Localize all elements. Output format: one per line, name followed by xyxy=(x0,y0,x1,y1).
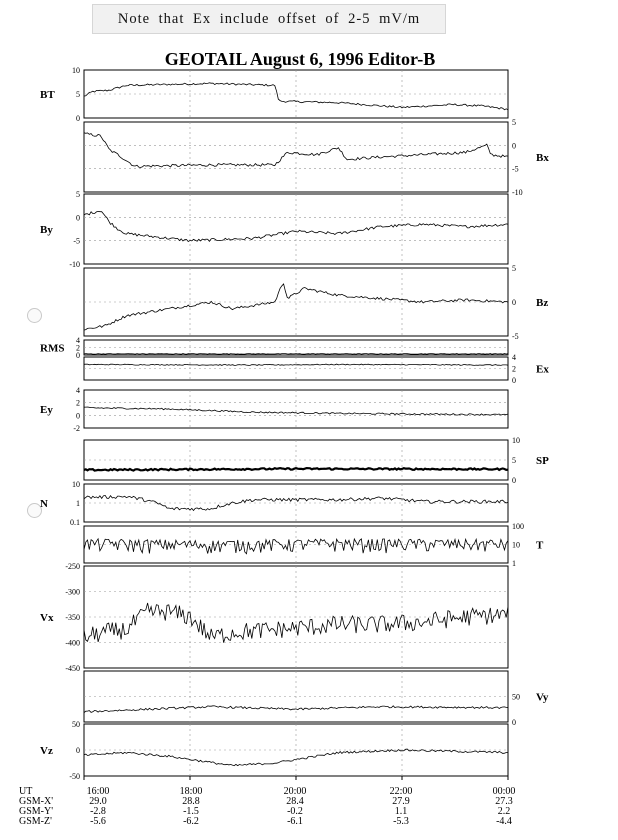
tick-label-vz: 0 xyxy=(76,746,80,755)
tick-label-ex: 0 xyxy=(512,376,516,385)
tick-label-ex: 2 xyxy=(512,364,516,374)
tick-label-vx: -250 xyxy=(65,562,80,571)
panel-label-vx: Vx xyxy=(40,612,54,624)
footer-ut: 22:00 xyxy=(389,786,413,797)
tick-label-rms: 4 xyxy=(76,336,80,345)
tick-label-vx: -350 xyxy=(65,613,80,622)
tick-label-ex: 4 xyxy=(512,353,516,362)
footer-ut: 16:00 xyxy=(86,786,110,797)
tick-label-sp: 5 xyxy=(512,456,516,465)
footer-label-gsm-y: GSM-Y' xyxy=(19,806,54,817)
tick-label-bt: 0 xyxy=(76,114,80,123)
tick-label-vx: -300 xyxy=(65,587,80,597)
tick-label-bt: 10 xyxy=(72,66,80,75)
footer-gsm-x: 28.4 xyxy=(286,796,304,807)
footer-label-gsm-x: GSM-X' xyxy=(19,796,54,807)
footer-gsm-x: 28.8 xyxy=(182,796,200,807)
tick-label-ey: 4 xyxy=(76,386,80,395)
tick-label-by: 0 xyxy=(76,213,80,223)
tick-label-vx: -450 xyxy=(65,664,80,673)
footer-gsm-x: 27.3 xyxy=(495,796,513,807)
footer-gsm-x: 27.9 xyxy=(392,796,410,807)
tick-label-ey: 0 xyxy=(76,411,80,421)
panel-label-n: N xyxy=(40,498,48,510)
tick-label-bz: 5 xyxy=(512,264,516,273)
footer-gsm-z: -5.3 xyxy=(393,816,409,827)
panel-label-rms: RMS xyxy=(40,342,65,355)
series-line-rms xyxy=(84,354,508,355)
tick-label-bz: -5 xyxy=(512,332,519,341)
tick-label-vx: -400 xyxy=(65,638,80,648)
tick-label-bz: 0 xyxy=(512,298,516,307)
tick-label-rms: 2 xyxy=(76,343,80,353)
panel-label-bt: BT xyxy=(40,89,55,101)
tick-label-bx: -5 xyxy=(512,164,519,174)
footer-gsm-x: 29.0 xyxy=(89,796,107,807)
footer-ut: 18:00 xyxy=(179,786,203,797)
panel-label-t: T xyxy=(536,539,544,552)
panel-label-vy: Vy xyxy=(536,691,549,704)
offset-note: Note that Ex include offset of 2-5 mV/m xyxy=(92,4,446,34)
footer-gsm-z: -5.6 xyxy=(90,816,106,827)
tick-label-sp: 10 xyxy=(512,436,520,445)
series-line-vz xyxy=(84,749,508,766)
footer-gsm-y: -0.2 xyxy=(287,806,303,817)
panel-label-ey: Ey xyxy=(40,404,53,416)
tick-label-vz: -50 xyxy=(69,772,80,781)
panel-label-sp: SP xyxy=(536,455,549,467)
tick-label-t: 10 xyxy=(512,540,520,550)
tick-label-ey: -2 xyxy=(73,424,80,433)
chart-title: GEOTAIL August 6, 1996 Editor-B xyxy=(164,49,436,69)
footer-gsm-y: 1.1 xyxy=(394,806,408,817)
tick-label-vy: 50 xyxy=(512,692,520,702)
tick-label-t: 100 xyxy=(512,522,524,531)
tick-label-vy: 0 xyxy=(512,718,516,727)
footer-gsm-z: -4.4 xyxy=(496,816,512,827)
tick-label-ey: 2 xyxy=(76,398,80,408)
tick-label-rms: 0 xyxy=(76,351,80,360)
tick-label-bx: 0 xyxy=(512,141,516,151)
panel-label-by: By xyxy=(40,224,53,236)
series-line-ex xyxy=(84,364,508,365)
footer-gsm-z: -6.1 xyxy=(287,816,303,827)
footer-gsm-z: -6.2 xyxy=(183,816,199,827)
panel-label-bx: Bx xyxy=(536,152,549,164)
tick-label-vz: 50 xyxy=(72,720,80,729)
tick-label-n: 0.1 xyxy=(70,518,80,527)
footer-label-gsm-z: GSM-Z' xyxy=(19,816,52,827)
footer-label-ut: UT xyxy=(19,786,33,797)
footer-ut: 00:00 xyxy=(492,786,516,797)
panel-label-vz: Vz xyxy=(40,745,53,757)
tick-label-by: -10 xyxy=(69,260,80,269)
footer-gsm-y: -1.5 xyxy=(183,806,199,817)
tick-label-bx: 5 xyxy=(512,118,516,127)
footer-gsm-y: -2.8 xyxy=(90,806,106,817)
panel-label-ex: Ex xyxy=(536,363,549,376)
tick-label-by: -5 xyxy=(73,236,80,246)
tick-label-bx: -10 xyxy=(512,188,523,197)
panel-label-bz: Bz xyxy=(536,297,549,309)
footer-ut: 20:00 xyxy=(283,786,307,797)
tick-label-bt: 5 xyxy=(76,90,80,99)
tick-label-sp: 0 xyxy=(512,476,516,485)
tick-label-t: 1 xyxy=(512,559,516,568)
tick-label-n: 10 xyxy=(72,480,80,489)
tick-label-by: 5 xyxy=(76,190,80,199)
tick-label-n: 1 xyxy=(76,499,80,508)
footer-gsm-y: 2.2 xyxy=(497,806,511,817)
